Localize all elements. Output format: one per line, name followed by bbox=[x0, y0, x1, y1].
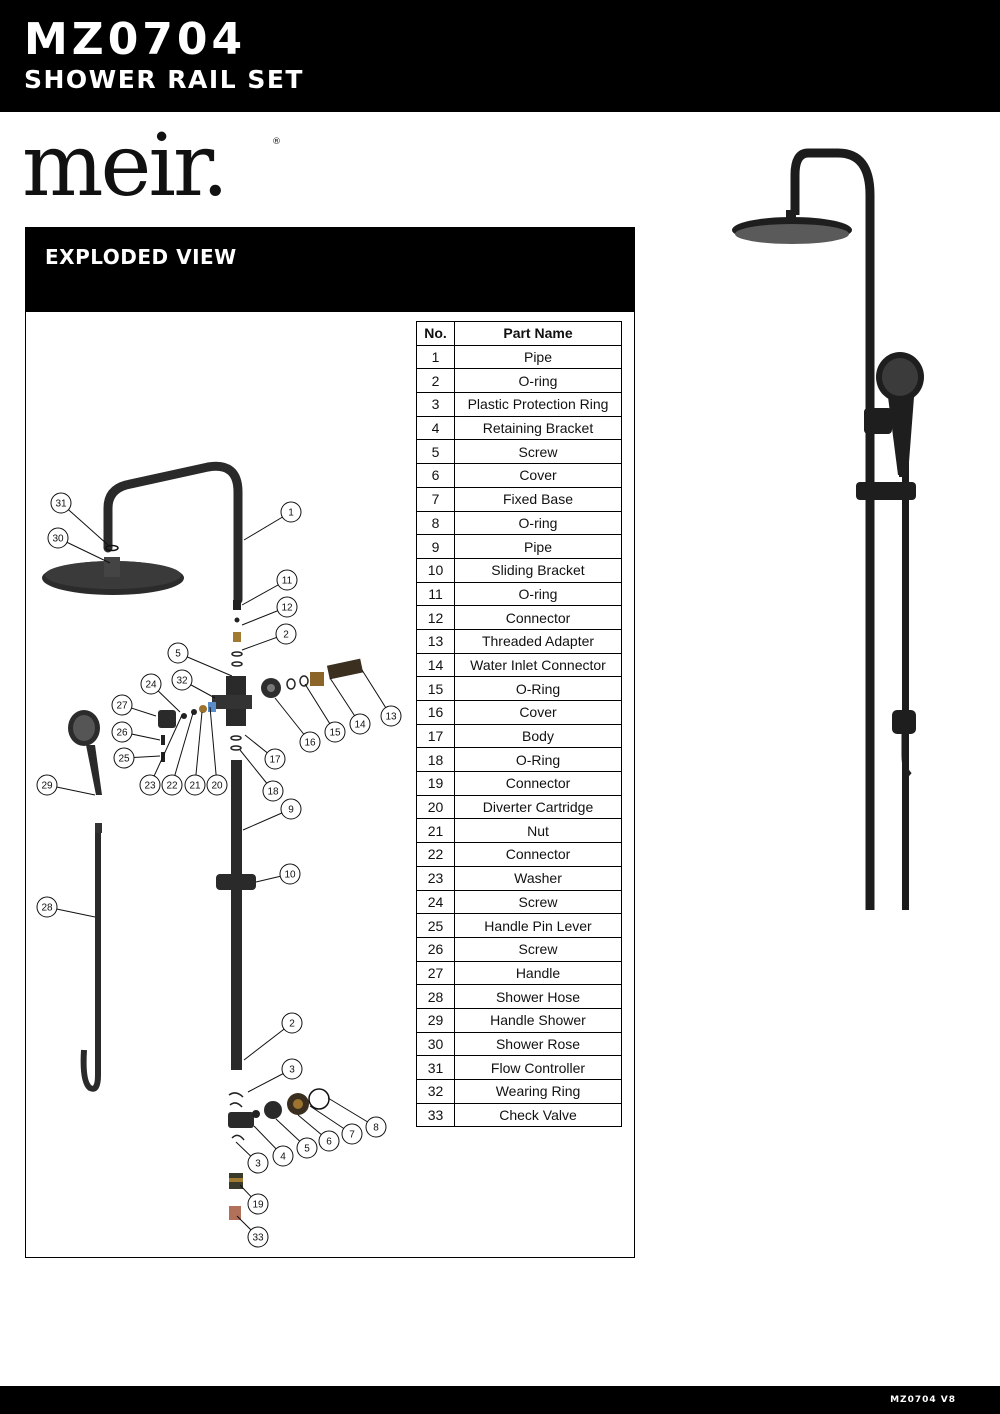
parts-table-row bbox=[417, 677, 622, 701]
callout-marker bbox=[172, 670, 215, 698]
callout-label: 2 bbox=[289, 1018, 295, 1030]
callout-label: 32 bbox=[176, 675, 188, 687]
part-number: 27 bbox=[417, 961, 455, 985]
part-name: Diverter Cartridge bbox=[455, 795, 622, 819]
part-number: 2 bbox=[417, 369, 455, 393]
part-number: 14 bbox=[417, 653, 455, 677]
parts-table-row bbox=[417, 464, 622, 488]
part-number: 12 bbox=[417, 606, 455, 630]
callout-label: 28 bbox=[41, 902, 53, 914]
callout-label: 27 bbox=[116, 700, 128, 712]
part-number: 25 bbox=[417, 914, 455, 938]
part-number: 28 bbox=[417, 985, 455, 1009]
part-number: 31 bbox=[417, 1056, 455, 1080]
callout-marker bbox=[112, 695, 156, 716]
part-name: O-Ring bbox=[455, 677, 622, 701]
part-number: 23 bbox=[417, 866, 455, 890]
callout-label: 7 bbox=[349, 1129, 355, 1141]
callout-label: 3 bbox=[255, 1158, 261, 1170]
parts-table-header-no: No. bbox=[417, 322, 455, 346]
parts-table-row bbox=[417, 843, 622, 867]
parts-table-row bbox=[417, 985, 622, 1009]
part-number: 5 bbox=[417, 440, 455, 464]
callout-label: 5 bbox=[304, 1143, 310, 1155]
part-name: Pipe bbox=[455, 345, 622, 369]
part-name: O-Ring bbox=[455, 748, 622, 772]
parts-table-row bbox=[417, 345, 622, 369]
part-name: Retaining Bracket bbox=[455, 416, 622, 440]
callout-label: 19 bbox=[252, 1199, 264, 1211]
parts-table-row bbox=[417, 890, 622, 914]
parts-table-row bbox=[417, 393, 622, 417]
registered-mark: ® bbox=[272, 137, 281, 147]
part-number: 13 bbox=[417, 629, 455, 653]
section-title: EXPLODED VIEW bbox=[45, 245, 237, 269]
parts-table-row bbox=[417, 440, 622, 464]
part-name: Nut bbox=[455, 819, 622, 843]
callout-marker bbox=[243, 799, 301, 830]
callout-marker bbox=[244, 1013, 302, 1060]
part-name: O-ring bbox=[455, 582, 622, 606]
callout-marker bbox=[207, 707, 227, 795]
part-number: 17 bbox=[417, 724, 455, 748]
parts-table-row bbox=[417, 819, 622, 843]
parts-table-row bbox=[417, 653, 622, 677]
callout-label: 16 bbox=[304, 737, 316, 749]
part-name: Connector bbox=[455, 843, 622, 867]
callout-marker bbox=[275, 698, 320, 752]
callout-marker bbox=[236, 1142, 268, 1173]
callout-label: 31 bbox=[55, 498, 67, 510]
callout-label: 6 bbox=[326, 1136, 332, 1148]
parts-table-row bbox=[417, 772, 622, 796]
parts-table-row bbox=[417, 558, 622, 582]
part-name: Sliding Bracket bbox=[455, 558, 622, 582]
callout-label: 33 bbox=[252, 1232, 264, 1244]
parts-table-row bbox=[417, 701, 622, 725]
diagram-parts-art bbox=[42, 466, 363, 1220]
part-name: Handle Shower bbox=[455, 1008, 622, 1032]
part-name: Pipe bbox=[455, 535, 622, 559]
callout-label: 1 bbox=[288, 507, 294, 519]
part-name: O-ring bbox=[455, 511, 622, 535]
part-number: 8 bbox=[417, 511, 455, 535]
parts-table-row bbox=[417, 511, 622, 535]
parts-table-row bbox=[417, 914, 622, 938]
callout-marker bbox=[112, 722, 160, 742]
part-name: Washer bbox=[455, 866, 622, 890]
part-number: 6 bbox=[417, 464, 455, 488]
callout-label: 12 bbox=[281, 602, 293, 614]
part-name: Screw bbox=[455, 937, 622, 961]
part-name: Wearing Ring bbox=[455, 1080, 622, 1104]
part-number: 11 bbox=[417, 582, 455, 606]
callout-label: 17 bbox=[269, 754, 281, 766]
callout-marker bbox=[185, 712, 205, 795]
part-number: 3 bbox=[417, 393, 455, 417]
callout-label: 10 bbox=[284, 869, 296, 881]
parts-table-row bbox=[417, 1103, 622, 1127]
part-name: Fixed Base bbox=[455, 487, 622, 511]
part-name: Cover bbox=[455, 701, 622, 725]
callout-label: 30 bbox=[52, 533, 64, 545]
callout-label: 24 bbox=[145, 679, 157, 691]
callout-marker bbox=[240, 1185, 268, 1214]
parts-table-row bbox=[417, 416, 622, 440]
callout-label: 13 bbox=[385, 711, 397, 723]
callout-label: 14 bbox=[354, 719, 366, 731]
callout-marker bbox=[244, 502, 301, 540]
diagram-callouts bbox=[37, 493, 401, 1247]
part-number: 1 bbox=[417, 345, 455, 369]
callout-label: 3 bbox=[289, 1064, 295, 1076]
part-name: Flow Controller bbox=[455, 1056, 622, 1080]
callout-label: 18 bbox=[267, 786, 279, 798]
callout-marker bbox=[48, 528, 110, 563]
part-number: 20 bbox=[417, 795, 455, 819]
page-footer bbox=[0, 1386, 1000, 1414]
parts-table-row bbox=[417, 748, 622, 772]
part-name: Connector bbox=[455, 772, 622, 796]
callout-marker bbox=[37, 897, 95, 917]
product-code: MZ0704 bbox=[24, 14, 247, 65]
part-name: Screw bbox=[455, 890, 622, 914]
parts-table-row bbox=[417, 487, 622, 511]
callout-label: 8 bbox=[373, 1122, 379, 1134]
brand-logo: meir. bbox=[22, 116, 226, 216]
part-number: 29 bbox=[417, 1008, 455, 1032]
callout-label: 22 bbox=[166, 780, 178, 792]
part-name: O-ring bbox=[455, 369, 622, 393]
callout-label: 9 bbox=[288, 804, 294, 816]
callout-label: 29 bbox=[41, 780, 53, 792]
part-number: 32 bbox=[417, 1080, 455, 1104]
part-number: 16 bbox=[417, 701, 455, 725]
callout-label: 26 bbox=[116, 727, 128, 739]
part-number: 7 bbox=[417, 487, 455, 511]
part-name: Screw bbox=[455, 440, 622, 464]
callout-leader-line bbox=[195, 712, 202, 785]
parts-table-row bbox=[417, 1056, 622, 1080]
parts-table-row bbox=[417, 1080, 622, 1104]
parts-table-row bbox=[417, 1032, 622, 1056]
callout-label: 11 bbox=[281, 575, 293, 587]
part-name: Plastic Protection Ring bbox=[455, 393, 622, 417]
parts-table-header-name: Part Name bbox=[455, 322, 622, 346]
product-image bbox=[720, 145, 940, 915]
part-name: Cover bbox=[455, 464, 622, 488]
callout-marker bbox=[248, 1059, 302, 1092]
callout-leader-line bbox=[210, 707, 217, 785]
callout-marker bbox=[242, 624, 296, 650]
parts-table-row bbox=[417, 937, 622, 961]
callout-marker bbox=[114, 748, 160, 768]
parts-table-row bbox=[417, 535, 622, 559]
parts-table-row bbox=[417, 582, 622, 606]
callout-label: 5 bbox=[175, 648, 181, 660]
part-number: 24 bbox=[417, 890, 455, 914]
part-name: Shower Hose bbox=[455, 985, 622, 1009]
callout-marker bbox=[237, 1216, 268, 1247]
callout-label: 25 bbox=[118, 753, 130, 765]
callout-marker bbox=[256, 864, 300, 884]
parts-table bbox=[416, 321, 622, 1127]
callout-label: 20 bbox=[211, 780, 223, 792]
parts-table-row bbox=[417, 795, 622, 819]
callout-label: 21 bbox=[189, 780, 201, 792]
callout-label: 4 bbox=[280, 1151, 286, 1163]
parts-table-row bbox=[417, 1008, 622, 1032]
part-number: 26 bbox=[417, 937, 455, 961]
part-name: Body bbox=[455, 724, 622, 748]
part-number: 10 bbox=[417, 558, 455, 582]
part-number: 4 bbox=[417, 416, 455, 440]
parts-table-row bbox=[417, 369, 622, 393]
callout-label: 2 bbox=[283, 629, 289, 641]
part-number: 9 bbox=[417, 535, 455, 559]
part-number: 30 bbox=[417, 1032, 455, 1056]
part-name: Check Valve bbox=[455, 1103, 622, 1127]
part-name: Handle bbox=[455, 961, 622, 985]
part-name: Handle Pin Lever bbox=[455, 914, 622, 938]
parts-table-row bbox=[417, 866, 622, 890]
parts-table-row bbox=[417, 606, 622, 630]
parts-table-row bbox=[417, 961, 622, 985]
part-number: 21 bbox=[417, 819, 455, 843]
callout-marker bbox=[37, 775, 95, 795]
callout-marker bbox=[242, 597, 297, 625]
part-number: 19 bbox=[417, 772, 455, 796]
part-number: 22 bbox=[417, 843, 455, 867]
part-number: 33 bbox=[417, 1103, 455, 1127]
part-name: Water Inlet Connector bbox=[455, 653, 622, 677]
part-number: 15 bbox=[417, 677, 455, 701]
part-number: 18 bbox=[417, 748, 455, 772]
document-code: MZ0704 V8 bbox=[890, 1395, 956, 1405]
callout-label: 15 bbox=[329, 727, 341, 739]
callout-label: 23 bbox=[144, 780, 156, 792]
product-subtitle: SHOWER RAIL SET bbox=[24, 65, 304, 94]
parts-table-header-row bbox=[417, 322, 622, 346]
part-name: Connector bbox=[455, 606, 622, 630]
part-name: Threaded Adapter bbox=[455, 629, 622, 653]
parts-table-row bbox=[417, 629, 622, 653]
part-name: Shower Rose bbox=[455, 1032, 622, 1056]
parts-table-row bbox=[417, 724, 622, 748]
